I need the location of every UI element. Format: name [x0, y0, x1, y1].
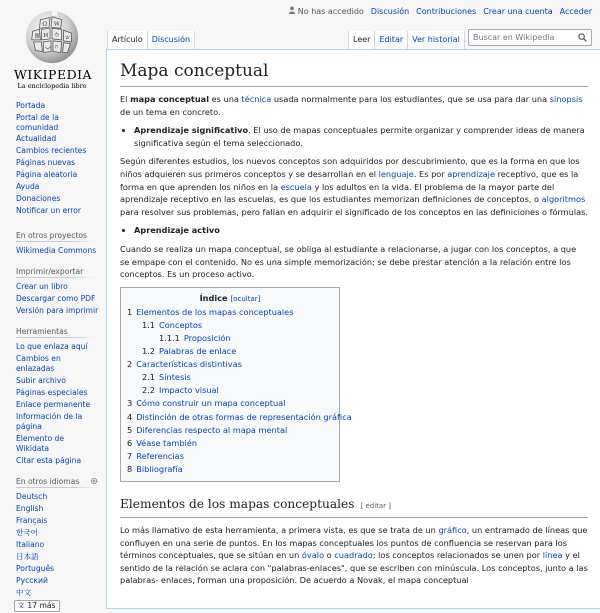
sidebar-item-cambios-recientes[interactable]: Cambios recientes [16, 146, 87, 155]
wordmark: WIKIPEDIA [14, 67, 93, 82]
sidebar-item-portada[interactable]: Portada [16, 101, 46, 110]
sidebar-item-portal-comunidad[interactable] [0, 112, 105, 133]
toc-number: 2.1 [142, 372, 156, 383]
sidebar-item-label: página [16, 422, 42, 431]
toc-header [127, 292, 333, 306]
sidebar-item-label: Información de la [16, 412, 83, 421]
toc-number: 2.2 [142, 385, 156, 396]
toc-item[interactable] [127, 358, 333, 371]
toc-number: 1.2 [142, 346, 156, 357]
sidebar-portal-print [0, 267, 105, 317]
sidebar-item-label: Elemento de [16, 434, 64, 443]
lang-item-ko[interactable]: 한국어 [16, 528, 39, 537]
sidebar-item-donaciones[interactable]: Donaciones [16, 194, 61, 203]
portal-heading: Imprimir/exportar [16, 267, 84, 276]
lang-item-zh[interactable]: 中文 [16, 588, 32, 597]
toc-item[interactable] [127, 332, 333, 345]
sidebar-item-subir-archivo[interactable]: Subir archivo [16, 376, 66, 385]
toc-link[interactable]: Referencias [136, 450, 184, 461]
sidebar-item-pagina-aleatoria[interactable]: Página aleatoria [16, 170, 78, 179]
svg-text:維: 維 [34, 33, 41, 40]
toc-link[interactable]: Características distintivas [136, 359, 242, 370]
sidebar-item-label: enlazadas [16, 364, 55, 373]
link-cuadrado[interactable]: cuadrado [334, 550, 373, 561]
personal-link-talk[interactable]: Discusión [370, 6, 410, 16]
sidebar-item-commons[interactable]: Wikimedia Commons [16, 246, 97, 255]
tab-history[interactable]: Ver historial [407, 31, 465, 49]
text: es una [209, 94, 242, 104]
link-grafico[interactable]: gráfico [438, 525, 467, 536]
sidebar-item-enlace-permanente[interactable]: Enlace permanente [16, 400, 91, 409]
svg-text:W: W [53, 21, 60, 28]
sidebar-item-lo-que-enlaza[interactable]: Lo que enlaza aquí [16, 342, 88, 351]
toc-item[interactable] [127, 397, 333, 410]
svg-text:ウ: ウ [53, 33, 60, 40]
intro-paragraph [120, 93, 588, 118]
lang-item-pt[interactable]: Português [16, 564, 55, 573]
toc-link[interactable]: Proposición [183, 333, 231, 343]
toc-item[interactable] [127, 345, 333, 358]
toc-item[interactable] [127, 384, 333, 397]
toc-item[interactable] [127, 450, 333, 463]
sidebar-item-crear-libro[interactable]: Crear un libro [16, 282, 68, 291]
text: y los adultos en la vida. El problema de la mayor parte del aprendizaje receptivo en las escuelas, es que los estudiantes memorizan definiciones de conceptos, o [120, 181, 555, 205]
lang-item-en[interactable]: English [16, 504, 44, 513]
bold-term: Aprendizaje activo [134, 225, 220, 236]
text: . El uso de mapas conceptuales permite organizar y comprender ideas de manera significativa según el tema seleccionado. [134, 125, 585, 148]
toc-number: 6 [127, 437, 133, 448]
tab-article[interactable]: Artículo [107, 31, 147, 49]
sidebar-item-descargar-pdf[interactable]: Descargar como PDF [16, 294, 96, 303]
sidebar-portal-tools [0, 327, 105, 467]
text: o [324, 550, 335, 561]
section-edit-link[interactable]: [ editar ] [360, 502, 392, 511]
text: . Es por [413, 168, 448, 179]
portal-heading: En otros proyectos [16, 231, 87, 240]
bullet-list [120, 224, 588, 237]
namespace-tabs [107, 31, 195, 49]
toc-number: 2 [127, 359, 133, 370]
link-linea[interactable]: línea [542, 550, 563, 561]
gear-icon[interactable] [90, 477, 98, 485]
lang-item-ru[interactable]: Русский [16, 576, 48, 585]
toc-item[interactable] [127, 437, 333, 450]
article-content [106, 49, 600, 609]
lang-item-ja[interactable]: 日本語 [16, 552, 39, 561]
sidebar-item-wikidata[interactable] [0, 433, 105, 455]
sidebar [0, 100, 105, 613]
search-box [468, 29, 592, 46]
sidebar-item-paginas-nuevas[interactable]: Páginas nuevas [16, 158, 76, 167]
sidebar-item-label: Portal de la [16, 113, 59, 122]
text: de un tema en concreto. [120, 106, 221, 117]
text: ; los conceptos relacionados se unen por [372, 550, 543, 561]
toc-number: 1 [127, 306, 133, 317]
sidebar-item-label: Cambios en [16, 354, 61, 363]
toc-link[interactable]: Elementos de los mapas conceptuales [136, 306, 294, 317]
sidebar-item-version-imprimir[interactable]: Versión para imprimir [16, 306, 99, 315]
user-icon [288, 6, 296, 14]
text: para resolver sus problemas, pero fallan en adquirir el significado de los conceptos en las definiciones o fórmulas. [120, 206, 589, 217]
section-title: Elementos de los mapas conceptuales [120, 497, 355, 512]
toc-number: 1.1 [142, 319, 156, 330]
sidebar-portal-projects [0, 231, 105, 257]
sidebar-item-label: Wikidata [16, 444, 50, 453]
portal-heading: Herramientas [16, 327, 68, 336]
svg-text:Ω: Ω [42, 21, 48, 28]
personal-link-contributions[interactable]: Contribuciones [416, 6, 477, 16]
sidebar-item-ayuda[interactable]: Ayuda [16, 182, 40, 191]
personal-link-create-account[interactable]: Crear una cuenta [483, 6, 553, 16]
toc-number: 1.1.1 [159, 333, 180, 343]
toc-link[interactable]: Diferencias respecto al mapa mental [136, 424, 288, 435]
toc-link[interactable]: Cómo construir un mapa conceptual [136, 398, 286, 409]
sidebar-item-paginas-especiales[interactable]: Páginas especiales [16, 388, 88, 397]
sidebar-item-actualidad[interactable]: Actualidad [16, 134, 57, 143]
link-lenguaje[interactable]: lenguaje [378, 168, 414, 179]
sidebar-item-citar[interactable]: Citar esta página [16, 456, 82, 465]
link-tecnica[interactable]: técnica [241, 94, 272, 104]
toc-item[interactable] [127, 463, 333, 476]
list-item [134, 124, 588, 149]
tagline: La enciclopedia libre [17, 82, 87, 90]
section-heading [120, 496, 588, 518]
personal-link-login[interactable]: Acceder [559, 6, 592, 16]
bold-term: mapa conceptual [130, 94, 210, 104]
tab-read[interactable]: Leer [348, 31, 374, 49]
page-title: Mapa conceptual [120, 60, 588, 87]
search-input[interactable] [469, 30, 573, 45]
list-item [134, 224, 588, 237]
toc-number: 8 [127, 463, 133, 474]
link-escuela[interactable]: escuela [280, 181, 312, 192]
toc-number: 3 [127, 398, 133, 409]
sidebar-item-notificar-error[interactable]: Notificar un error [16, 206, 81, 215]
sidebar-portal-languages [0, 477, 105, 613]
sidebar-navigation [0, 100, 105, 217]
text: y el sentido de la relación se aclara con "palabras-enlaces", que se escriben con minúscula. Los conceptos, junto a las palabras- enlaces, forman una proposición. De acuerdo a Novak, el mapa conceptual [120, 550, 588, 586]
more-languages-label: 17 más [27, 601, 56, 610]
sidebar-item-label: comunidad [16, 123, 59, 132]
portal-heading: En otros idiomas [16, 477, 80, 486]
paragraph [120, 524, 588, 587]
sidebar-item-cambios-enlazadas[interactable] [0, 353, 105, 375]
paragraph [120, 155, 588, 218]
link-sinopsis[interactable]: sinopsis [549, 94, 583, 104]
text: receptivo, que es la forma en que aprenden los niños en la [120, 168, 579, 192]
lang-item-it[interactable]: Italiano [16, 540, 45, 549]
bullet-list [120, 124, 588, 149]
toc-link[interactable]: Síntesis [159, 372, 191, 383]
text: , un entramado de líneas que confluyen en una serie de puntos. En los mapas conceptuales los puntos de confluencia se reservan para los términos conceptuales, que se sitúan en un [120, 525, 588, 561]
bold-term: Aprendizaje significativo [134, 125, 249, 136]
link-aprendizaje[interactable]: aprendizaje [447, 168, 495, 179]
wikipedia-logo[interactable] [14, 8, 93, 90]
toc-link[interactable]: Impacto visual [159, 385, 219, 396]
text: Según diferentes estudios, los nuevos conceptos son adquiridos por descubrimiento, que es la forma en que los niños adquieren sus primeros conceptos y se desarrollan en el [120, 156, 580, 179]
toc-list [127, 306, 352, 476]
lang-item-de[interactable]: Deutsch [16, 492, 48, 501]
toc-number: 4 [127, 411, 133, 422]
more-languages-button[interactable] [0, 599, 105, 613]
toc-number: 7 [127, 450, 133, 461]
translate-icon [18, 601, 25, 608]
link-algoritmos[interactable]: algoritmos [541, 194, 586, 205]
personal-toolbar [288, 6, 592, 16]
view-tabs [348, 31, 465, 49]
table-of-contents [120, 287, 352, 482]
toc-item[interactable] [127, 306, 333, 319]
toc-item[interactable] [127, 424, 333, 437]
lang-item-fr[interactable]: Français [16, 516, 48, 525]
toc-item[interactable] [127, 319, 333, 332]
svg-text:ש: ש [65, 34, 70, 41]
svg-text:文: 文 [18, 602, 25, 608]
search-icon[interactable] [578, 33, 587, 42]
toc-link[interactable]: Véase también [136, 437, 198, 448]
text: El [120, 94, 131, 104]
link-ovalo[interactable]: óvalo [301, 550, 325, 561]
paragraph: Cuando se realiza un mapa conceptual, se obliga al estudiante a relacionarse, a jugar con los conceptos, a que se empape con el contenido. No es una simple memorización; se debe prestar atención a la relación entre los conceptos. Es un proceso activo. [120, 243, 577, 280]
toc-link[interactable]: Bibliografía [136, 463, 183, 474]
toc-link[interactable]: Distinción de otras formas de representación gráfica [136, 411, 352, 422]
text: usada normalmente para los estudiantes, que se usa para dar una [271, 94, 550, 104]
tab-edit[interactable]: Editar [374, 31, 407, 49]
toc-number: 5 [127, 424, 133, 435]
toc-link[interactable]: Conceptos [159, 319, 203, 330]
toc-title: Índice [199, 292, 228, 303]
tab-discussion[interactable]: Discusión [147, 31, 195, 49]
toc-link[interactable]: Palabras de enlace [159, 346, 237, 357]
wikipedia-globe-icon [23, 8, 81, 66]
toc-item[interactable] [127, 411, 352, 424]
svg-text:ח: ח [54, 44, 59, 51]
svg-text:ب: ب [45, 44, 51, 51]
text: Lo más llamativo de esta herramienta, a primera vista, es que se trata de un [120, 525, 439, 536]
svg-text:И: И [43, 33, 49, 40]
toc-hide-toggle[interactable]: [ocultar] [230, 294, 261, 303]
sidebar-item-info-pagina[interactable] [0, 411, 105, 433]
not-logged-in: No has accedido [288, 6, 364, 16]
toc-item[interactable] [127, 371, 333, 384]
